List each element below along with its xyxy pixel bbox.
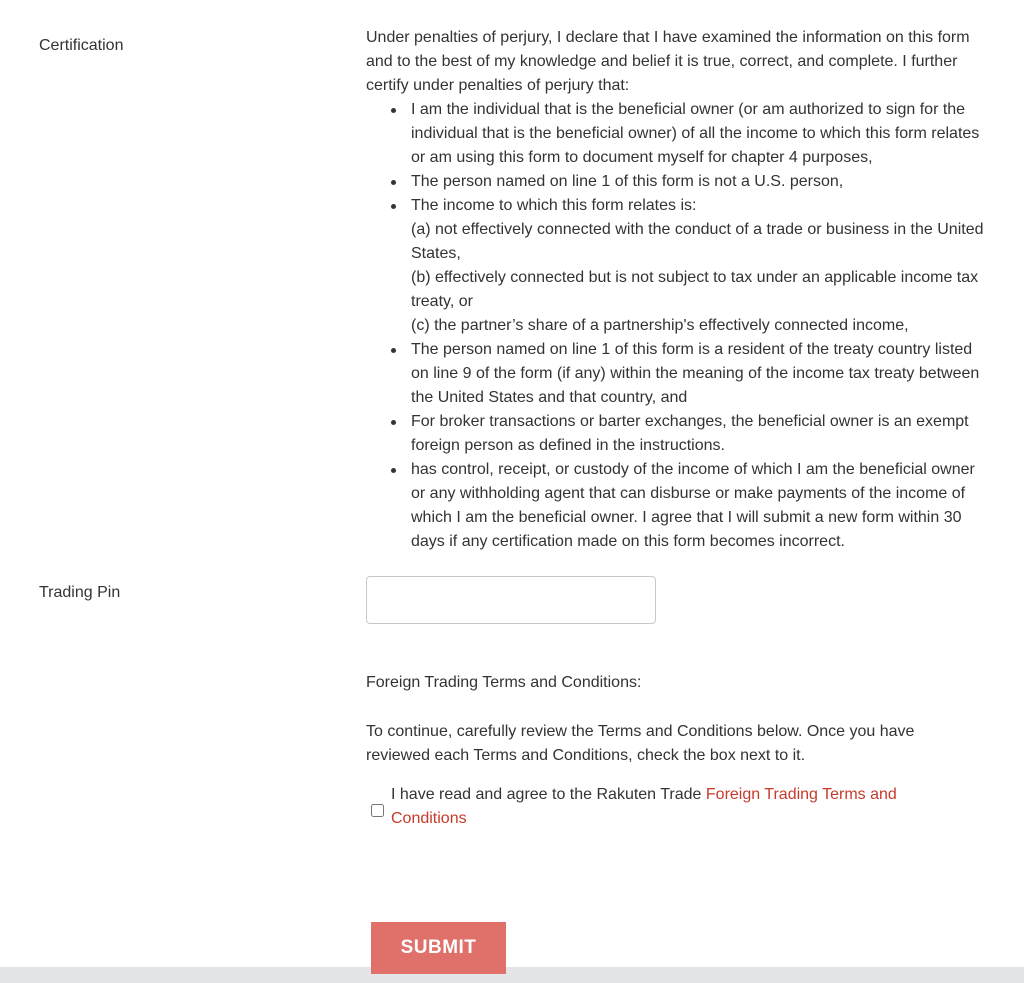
certification-item-broker-transactions: For broker transactions or barter exchanges, the beneficial owner is an exempt foreign person as defined in the instructions. [411,410,991,458]
foreign-trading-terms-link[interactable]: Foreign Trading Terms and Conditions [391,786,897,827]
certification-item-beneficial-owner: I am the individual that is the beneficial owner (or am authorized to sign for the individual that is the beneficial owner) of all the income to which this form relates or am using this form to document myself for chapter 4 purposes, [411,98,991,170]
certification-item-control-custody: has control, receipt, or custody of the income of which I am the beneficial owner or any withholding agent that can disburse or make payments of the income of which I am the beneficial owner. I agree that I will submit a new form within 30 days if any certification made on this form becomes incorrect. [411,458,991,554]
submit-button[interactable]: SUBMIT [371,922,506,974]
income-subitem-c: (c) the partner’s share of a partnership's effectively connected income, [411,317,909,334]
trading-pin-label: Trading Pin [39,584,121,601]
income-subitem-a: (a) not effectively connected with the conduct of a trade or business in the United States, [411,221,984,262]
certification-text [366,26,991,554]
certification-item-income-relates [411,194,991,338]
trading-pin-input[interactable] [366,576,656,624]
terms-heading: Foreign Trading Terms and Conditions: [366,674,642,691]
agree-terms-prefix: I have read and agree to the Rakuten Trade [391,786,706,803]
certification-label: Certification [39,37,124,54]
agree-terms-checkbox[interactable] [371,804,384,817]
bottom-bar [0,967,1024,983]
certification-item-treaty-resident: The person named on line 1 of this form is a resident of the treaty country listed on line 9 of the form (if any) within the meaning of the income tax treaty between the United States and that country, and [411,338,991,410]
income-subitem-b: (b) effectively connected but is not subject to tax under an applicable income tax treaty, or [411,269,979,310]
certification-intro: Under penalties of perjury, I declare that I have examined the information on this form and to the best of my knowledge and belief it is true, correct, and complete. I further certify under penalties of perjury that: [366,29,970,94]
terms-instructions: To continue, carefully review the Terms and Conditions below. Once you have reviewed each Terms and Conditions, check the box next to it. [366,723,915,764]
certification-list [366,98,991,554]
income-relates-text: The income to which this form relates is: [411,197,697,214]
agree-terms-label [391,783,931,831]
certification-item-not-us-person: The person named on line 1 of this form is not a U.S. person, [411,170,991,194]
